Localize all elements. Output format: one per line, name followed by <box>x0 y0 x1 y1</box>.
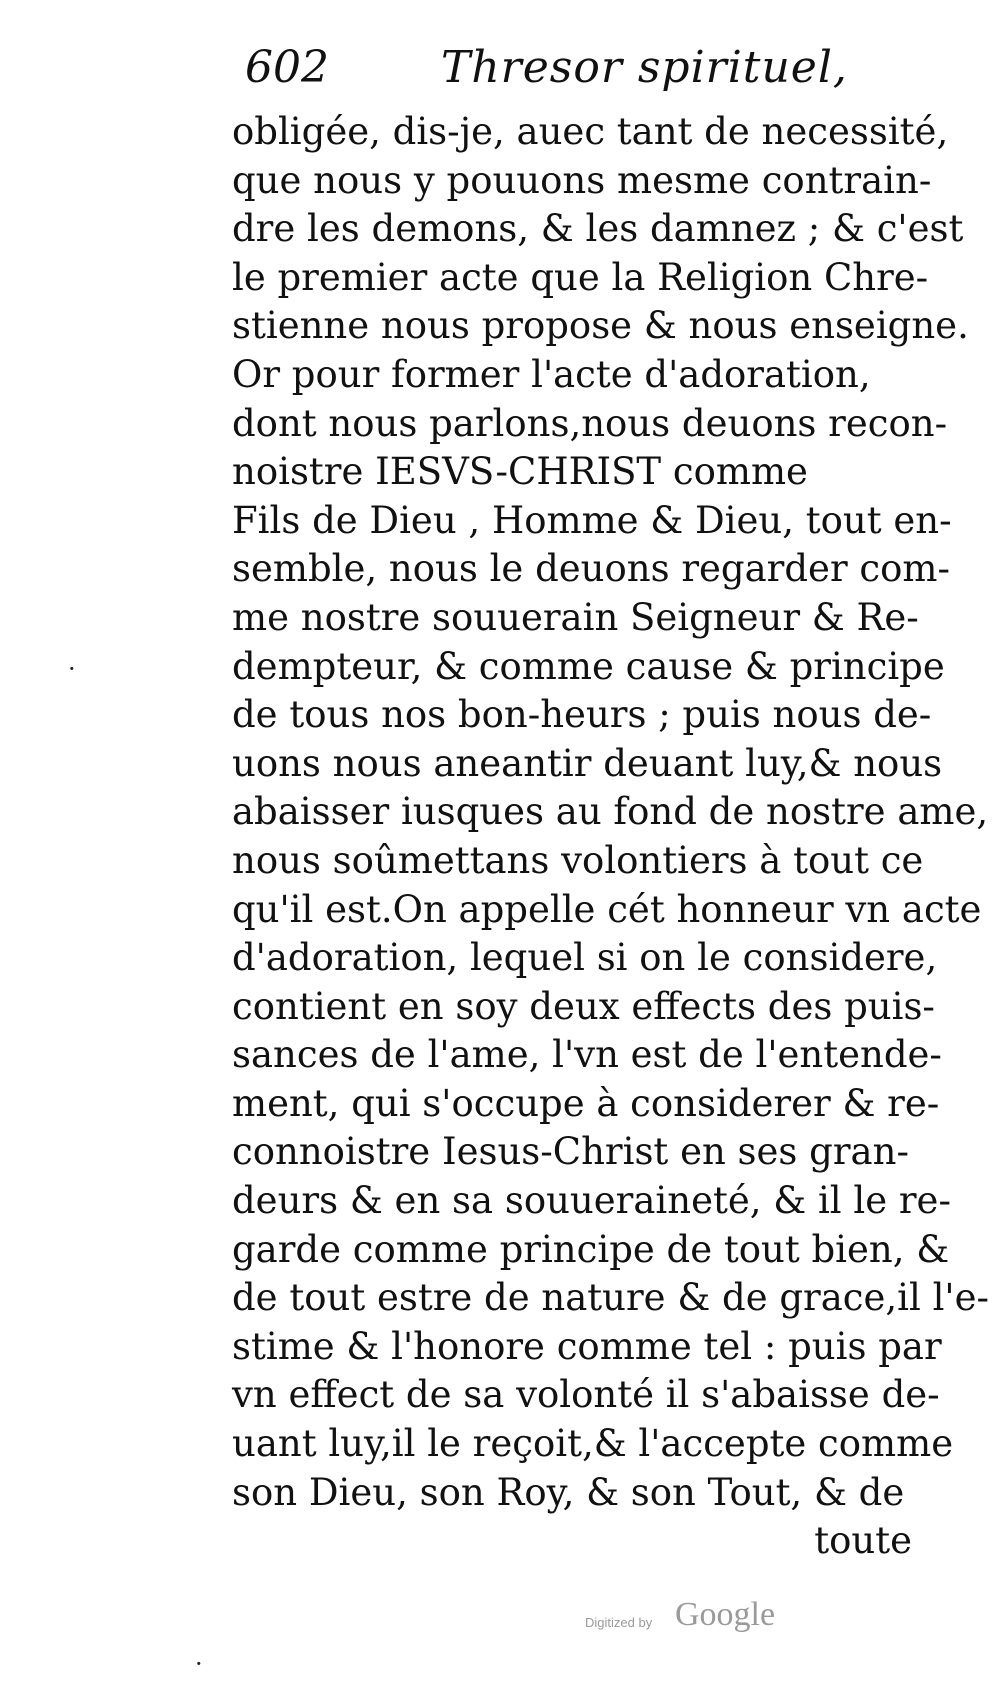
text-line: son Dieu, son Roy, & son Tout, & de <box>232 1470 905 1514</box>
scan-speck: · <box>195 1650 203 1678</box>
text-line: de tout estre de nature & de grace,il l'e- <box>232 1276 990 1320</box>
text-line: me nostre souuerain Seigneur & Re- <box>232 595 919 639</box>
scan-speck: · <box>68 655 76 683</box>
digitized-watermark <box>585 1596 805 1640</box>
text-line: vn effect de sa volonté il s'abaisse de- <box>232 1373 940 1417</box>
text-line: sances de l'ame, l'vn est de l'entende- <box>232 1033 942 1077</box>
text-line: semble, nous le deuons regarder com- <box>232 547 950 591</box>
digitized-label: Digitized by <box>585 1615 653 1630</box>
text-line: obligée, dis-je, auec tant de necessité, <box>232 110 949 153</box>
google-logo: Google <box>675 1596 776 1633</box>
text-line: ment, qui s'occupe à considerer & re- <box>232 1081 940 1125</box>
text-line: dont nous parlons,nous deuons recon- <box>232 401 948 445</box>
text-line: Fils de Dieu , Homme & Dieu, tout en- <box>232 498 952 542</box>
body-text <box>232 108 990 1566</box>
text-line: qu'il est.On appelle cét honneur vn acte <box>232 887 982 931</box>
text-line: garde comme principe de tout bien, & <box>232 1227 950 1271</box>
page-number: 602 <box>245 42 329 93</box>
text-line: connoistre Iesus-Christ en ses gran- <box>232 1130 909 1174</box>
text-line: Or pour former l'acte d'adoration, <box>232 352 871 396</box>
text-line: stienne nous propose & nous enseigne. <box>232 304 969 348</box>
text-line: dre les demons, & les damnez ; & c'est <box>232 207 964 251</box>
text-line: uant luy,il le reçoit,& l'accepte comme <box>232 1422 954 1466</box>
text-line: deurs & en sa souueraineté, & il le re- <box>232 1179 951 1223</box>
text-line: abaisser iusques au fond de nostre ame, <box>232 790 989 834</box>
text-line: de tous nos bon-heurs ; puis nous de- <box>232 693 932 737</box>
page-header <box>245 42 915 102</box>
text-line: uons nous aneantir deuant luy,& nous <box>232 741 943 785</box>
running-head: Thresor spirituel, <box>441 42 848 93</box>
catchword: toute <box>814 1519 912 1563</box>
text-line: le premier acte que la Religion Chre- <box>232 255 929 299</box>
text-line: nous soûmettans volontiers à tout ce <box>232 838 924 882</box>
text-line: que nous y pouuons mesme contrain- <box>232 158 932 202</box>
text-line: noistre IESVS-CHRIST comme <box>232 450 808 494</box>
text-line: dempteur, & comme cause & principe <box>232 644 945 688</box>
text-line: d'adoration, lequel si on le considere, <box>232 936 938 980</box>
text-line: stime & l'honore comme tel : puis par <box>232 1324 942 1368</box>
text-line: contient en soy deux effects des puis- <box>232 984 935 1028</box>
